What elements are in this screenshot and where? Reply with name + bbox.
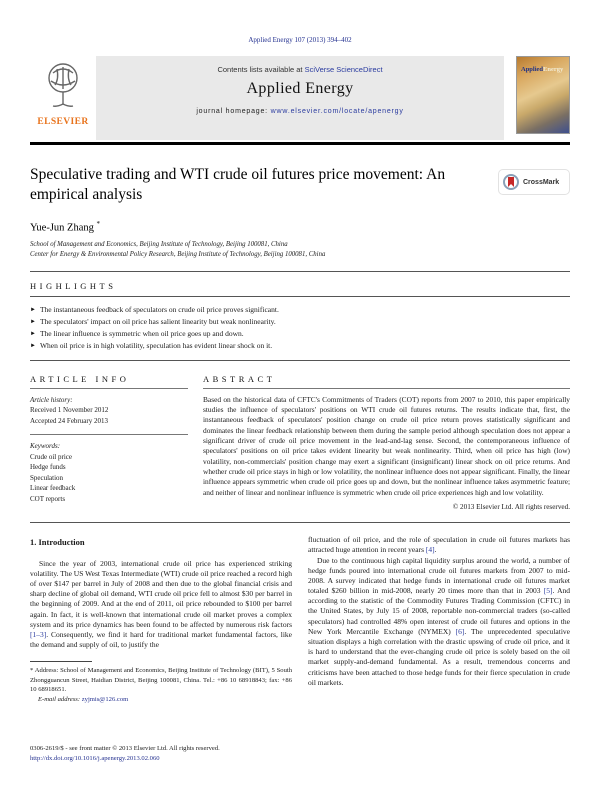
bullet-arrow-icon: ► [30, 342, 36, 349]
email-label: E-mail address: [38, 696, 82, 703]
doi-link[interactable]: http://dx.doi.org/10.1016/j.apenergy.2013.02.060 [30, 754, 160, 762]
keyword: Speculation [30, 473, 64, 482]
right-column [308, 535, 570, 704]
divider [30, 388, 188, 389]
divider [30, 296, 570, 297]
divider [30, 271, 570, 272]
bullet-arrow-icon: ► [30, 330, 36, 337]
journal-name: Applied Energy [246, 80, 354, 97]
footnote [30, 661, 292, 704]
highlight-item: ► The speculators' impact on oil price has salient linearity but weak nonlinearity. [30, 316, 276, 326]
crossmark-icon [503, 174, 519, 190]
keywords-label: Keywords: [30, 442, 61, 451]
highlight-item: ► The linear influence is symmetric when oil price goes up and down. [30, 328, 244, 338]
body-paragraph: Since the year of 2003, international crude oil price has experienced striking volatility. The US West Texas Intermediate (WTI) crude oil price reached a record high of over $147 per barrel in July of 2008 and then due to the global financial crisis and sharp decline of global oil demand, WTI crude oil price fell to almost $30 per barrel in the beginning of 2009. And at the end of 2011, oil price rebounded to $100 per barrel again. In fact, it is well-known that international crude oil market proves a complex system and its price dynamics has been found to be affected by numerous risk factors [1–3]. Consequently, we find it hard for traditional market fundamental factors, like the demand and supply of oil, to justify the [30, 558, 292, 650]
citation-ref[interactable]: [1–3] [30, 629, 47, 639]
title-row [30, 165, 570, 205]
section-heading-introduction: 1. Introduction [30, 537, 85, 548]
highlights-heading: HIGHLIGHTS [30, 280, 117, 291]
imprint-block [30, 744, 220, 764]
author-name: Yue-Jun Zhang [30, 222, 94, 234]
cover-title: AppliedEnergy [521, 66, 564, 73]
homepage-prefix: journal homepage: [196, 108, 271, 115]
footnote-divider [30, 661, 92, 662]
homepage-link[interactable]: www.elsevier.com/locate/apenergy [270, 108, 404, 115]
bullet-arrow-icon: ► [30, 306, 36, 313]
highlight-item: ► The instantaneous feedback of speculators on crude oil price proves significant. [30, 304, 279, 314]
affiliations [30, 240, 570, 260]
abstract-text: Based on the historical data of CFTC's Commitments of Traders (COT) reports from 2007 to 2010, this paper empirically studies the influence of speculators' positions on WTI crude oil futures returns. The results indicate that, first, the instantaneous feedback of speculators' position change on crude oil price return proves statistically significant and dominates the linear feedback relationship between them during the sample period although speculation does not appear a significant driver of crude oil price movement in the lead-and-lag sense. Second, the contemporaneous influence of speculators' positions on oil price takes evident linearity but weak nonlinearity. Third, when oil price has high (low) volatility, non-commercials' position change may exert a significant (insignificant) linear shock on oil price returns. And whether crude oil price stays in high or low volatility, the nonlinear influence does not appear significant. Finally, the linear influence appears symmetric when crude oil price goes up and down, but the nonlinear influence takes asymmetric feature; and neither of linear and nonlinear influence is symmetric when crude oil price experiences high and low volatility. [203, 394, 570, 497]
keyword: Hedge funds [30, 463, 66, 472]
citation-ref[interactable]: [6] [455, 626, 465, 636]
crossmark-badge[interactable] [498, 169, 570, 195]
keyword: Crude oil price [30, 452, 72, 461]
contents-prefix: Contents lists available at [217, 65, 305, 74]
article-info-heading: ARTICLE INFO [30, 373, 130, 384]
sciencedirect-link[interactable]: SciVerse ScienceDirect [304, 65, 383, 74]
affiliation: Center for Energy & Environmental Policy Research, Beijing Institute of Technology, Beijing 100081, China [30, 251, 326, 259]
journal-citation: Applied Energy 107 (2013) 394–402 [248, 36, 352, 44]
elsevier-logo [30, 56, 96, 140]
masthead-center [96, 56, 504, 140]
journal-masthead [30, 56, 570, 140]
divider [30, 434, 188, 435]
footnote-email-line [30, 695, 292, 705]
highlights-list [30, 304, 570, 352]
body-paragraph: fluctuation of oil price, and the role of speculation in crude oil futures markets has attracted huge attention in recent years [4]. [308, 535, 570, 555]
highlight-item: ► When oil price is in high volatility, speculation has evident linear shock on it. [30, 340, 273, 350]
divider [30, 522, 570, 523]
history-item: Received 1 November 2012 [30, 406, 109, 415]
article-history-label: Article history: [30, 395, 73, 404]
abstract-heading: ABSTRACT [203, 373, 276, 384]
homepage-line [96, 108, 504, 115]
contents-line [96, 65, 504, 74]
bullet-arrow-icon: ► [30, 318, 36, 325]
divider [30, 360, 570, 361]
abstract-copyright: © 2013 Elsevier Ltd. All rights reserved. [452, 503, 570, 512]
citation-ref[interactable]: [5] [543, 586, 553, 596]
abstract-column [203, 374, 570, 512]
masthead-rule [30, 142, 570, 145]
journal-cover [504, 56, 570, 140]
elsevier-wordmark: ELSEVIER [37, 117, 89, 127]
issn-copyright-line: 0306-2619/$ - see front matter © 2013 Elsevier Ltd. All rights reserved. [30, 744, 220, 752]
crossmark-label: CrossMark [523, 178, 560, 186]
body-text [30, 535, 570, 704]
history-item: Accepted 24 February 2013 [30, 416, 108, 425]
keyword: Linear feedback [30, 484, 76, 493]
citation-ref[interactable]: [4] [425, 545, 435, 555]
journal-cover-thumbnail [516, 56, 570, 134]
article-title: Speculative trading and WTI crude oil futures price movement: An empirical analysis [30, 166, 446, 203]
body-paragraph: Due to the continuous high capital liquidity surplus around the world, a number of hedge funds poured into international crude oil futures markets from 2007 to mid-2008. A survey indicated that hedge funds in international crude oil futures market totaled $260 billion in mid-2008, nearly 20 times more than that in 2003 [5]. And according to the statistic of the Commodity Futures Trading Commission (CFTC) in the United States, by July 15 of 2008, reportable non-commercial traders (so-called speculators) had controlled 48% open interest of crude oil futures and options in the New York Mercantile Exchange (NYMEX) [6]. The unprecedented speculative situation displays a high correlation with the drastic upswing of crude oil price, and it is hard to understand that the ever-changing crude oil price is solely based on the oil market supply-and-demand fundamental. As a result, tremendous concerns and criticisms have been attached to those hedge funds for their fierce speculation in crude oil markets. [308, 555, 570, 687]
affiliation: School of Management and Economics, Beijing Institute of Technology, Beijing 100081, China [30, 241, 288, 249]
footnote-address: * Address: School of Management and Economics, Beijing Institute of Technology (BIT), 5 South Zhongguancun Street, Haidian District, Beijing 100081, China. Tel.: +86 10 68918843; fax: +86 10 68918651. [30, 667, 292, 694]
left-column [30, 535, 292, 704]
info-abstract-section [30, 374, 570, 512]
divider [203, 388, 570, 389]
elsevier-tree-icon [41, 59, 85, 116]
email-link[interactable]: zyjmis@126.com [81, 696, 129, 703]
author-line [30, 220, 570, 234]
article-info-column [30, 374, 188, 512]
corresponding-author-mark: * [96, 219, 100, 228]
keyword: COT reports [30, 494, 66, 503]
